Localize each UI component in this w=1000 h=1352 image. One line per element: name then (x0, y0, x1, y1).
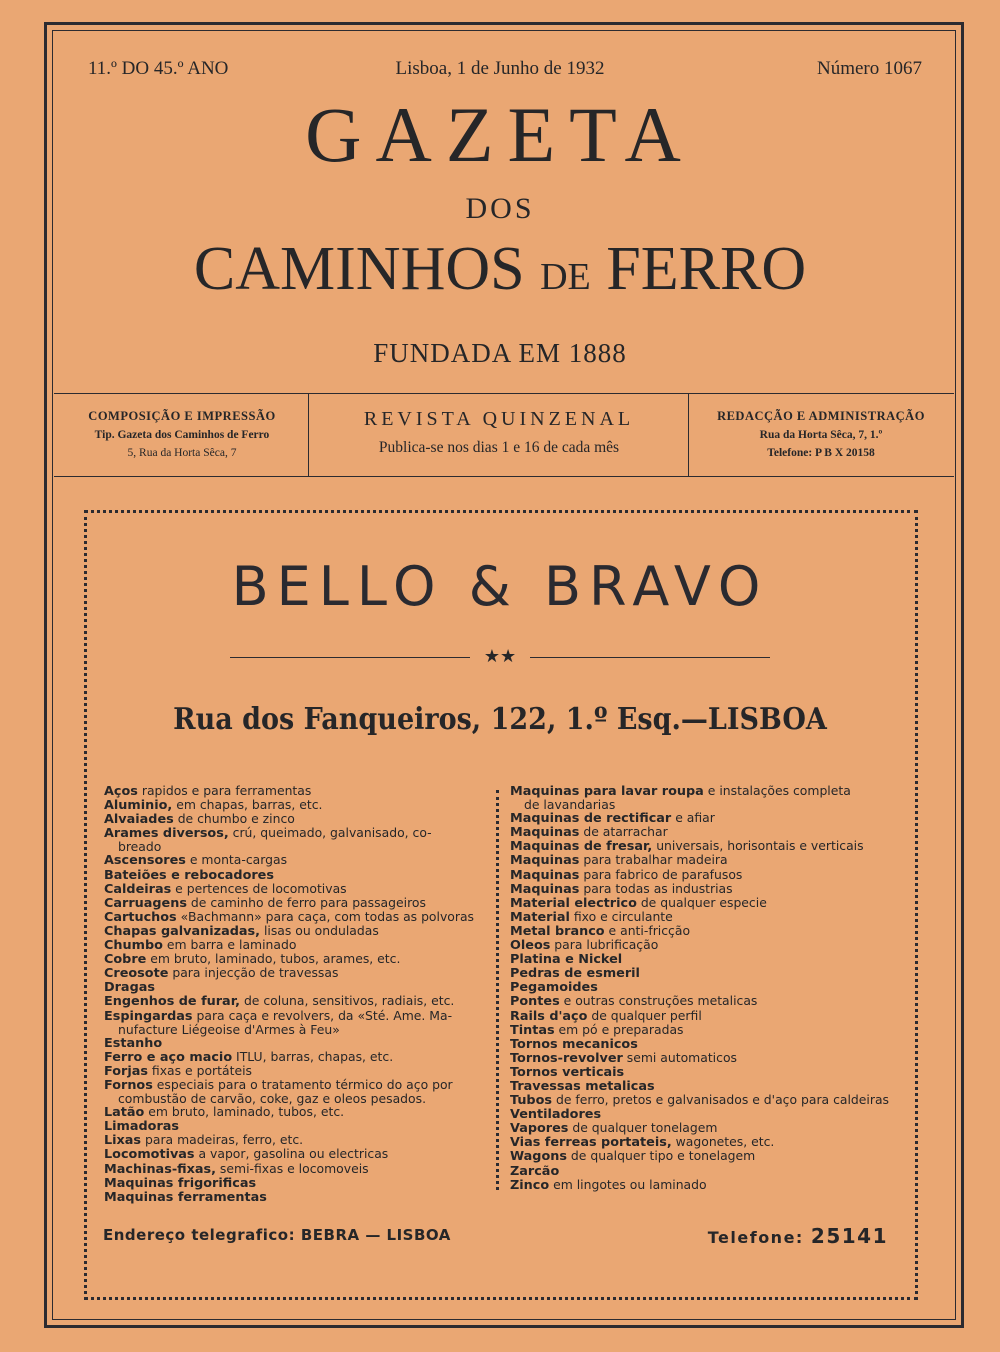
product-item (510, 980, 902, 994)
product-name: Maquinas (510, 881, 580, 897)
product-name: Wagons (510, 1149, 567, 1165)
product-description: em barra e laminado (162, 937, 297, 953)
product-item (104, 952, 496, 966)
product-item (510, 910, 902, 924)
product-description: de coluna, sensitivos, radiais, etc. (240, 993, 455, 1009)
product-item (510, 896, 902, 910)
product-item (104, 812, 496, 826)
product-description: e monta-cargas (185, 852, 288, 868)
admin-title: REDACÇÃO E ADMINISTRAÇÃO (717, 409, 925, 423)
revista-title: REVISTA QUINZENAL (363, 408, 635, 430)
masthead-title-caminhos (0, 235, 1000, 303)
product-name: Cobre (104, 952, 147, 968)
product-item (104, 1078, 496, 1092)
product-name: Pegamoides (510, 980, 598, 996)
product-name: Dragas (104, 980, 155, 996)
product-name: Maquinas (510, 825, 580, 841)
product-description: de qualquer tonelagem (568, 1120, 718, 1136)
telegraph-address: Endereço telegrafico: BEBRA — LISBOA (103, 1226, 451, 1244)
product-name: Metal branco (510, 923, 605, 939)
info-divider-right (688, 394, 689, 476)
product-name: Lixas (104, 1133, 142, 1149)
product-description: e pertences de locomotivas (171, 880, 347, 896)
product-item (104, 1176, 496, 1190)
product-name: Platina e Nickel (510, 952, 623, 968)
info-revista (310, 408, 688, 457)
product-description: para lubrificação (550, 937, 659, 953)
product-description: para injecção de travessas (168, 965, 339, 981)
product-item (510, 784, 902, 798)
product-description: «Bachmann» para caça, com todas as polvoras (176, 908, 475, 924)
product-description: e outras construções metalicas (559, 993, 758, 1009)
product-description: e afiar (671, 810, 715, 826)
product-item (104, 1009, 496, 1023)
telephone-label: Telefone: (707, 1228, 804, 1247)
printing-line2: 5, Rua da Horta Sêca, 7 (127, 447, 237, 459)
product-name: Maquinas de rectificar (510, 811, 672, 827)
product-item (510, 938, 902, 952)
printing-line1: Tip. Gazeta dos Caminhos de Ferro (94, 429, 270, 441)
product-description: crú, queimado, galvanisado, co- (228, 825, 432, 841)
product-item (510, 825, 902, 839)
product-item (510, 839, 902, 853)
product-name: Forjas (104, 1063, 148, 1079)
product-item (510, 1065, 902, 1079)
product-name: Maquinas (510, 853, 580, 869)
product-name: Aços (104, 784, 138, 799)
product-item (104, 1133, 496, 1147)
product-name: Locomotivas (104, 1147, 195, 1163)
product-description: ITLU, barras, chapas, etc. (232, 1048, 394, 1064)
product-item (510, 1093, 902, 1107)
issue-date: Lisboa, 1 de Junho de 1932 (395, 58, 605, 79)
product-description: lisas ou onduladas (260, 922, 379, 938)
product-item (104, 840, 496, 853)
product-name: Limadoras (104, 1119, 180, 1135)
issue-number: Número 1067 (816, 58, 922, 79)
masthead-title-gazeta: GAZETA (305, 91, 695, 178)
product-item (104, 1036, 496, 1050)
product-item (510, 1079, 902, 1093)
product-name: Chumbo (104, 938, 163, 954)
product-item (104, 910, 496, 924)
product-description: em pó e preparadas (554, 1021, 684, 1037)
product-name: Engenhos de furar, (104, 994, 240, 1010)
product-name: Arames diversos, (104, 826, 229, 842)
product-name: Vapores (510, 1121, 569, 1137)
product-item (510, 1135, 902, 1149)
product-name: Ferro e aço macio (104, 1049, 233, 1065)
product-description: para todas as industrias (579, 880, 733, 896)
product-name: Chapas galvanizadas, (104, 923, 261, 939)
product-name: Vias ferreas portateis, (510, 1135, 672, 1151)
product-item (510, 1121, 902, 1135)
admin-line1: Rua da Horta Sêca, 7, 1.º (759, 429, 883, 441)
product-name: Maquinas para lavar roupa (510, 784, 704, 799)
masthead-word-de: DE (540, 256, 591, 298)
info-divider-left (308, 394, 309, 476)
product-item (104, 896, 496, 910)
product-description: universais, horisontais e verticais (652, 838, 864, 854)
product-description: semi automaticos (622, 1049, 737, 1065)
product-item (510, 1178, 902, 1192)
product-name: Tornos-revolver (510, 1050, 623, 1066)
masthead-title-dos: DOS (465, 192, 535, 225)
product-name: Cartuchos (104, 909, 177, 925)
product-item (510, 1023, 902, 1037)
product-description: e anti-fricção (604, 922, 691, 938)
product-description: rapidos e para ferramentas (137, 783, 312, 798)
product-name: Pedras de esmeril (510, 966, 640, 982)
product-description: em chapas, barras, etc. (172, 797, 323, 813)
stars-ornament: ★★ (483, 646, 517, 666)
issue-year: 11.º DO 45.º ANO (88, 58, 229, 79)
product-item (104, 853, 496, 867)
product-name: Creosote (104, 966, 169, 982)
product-description: fixas e portáteis (147, 1062, 252, 1078)
product-description: breado (118, 839, 162, 855)
product-item (104, 938, 496, 952)
product-name: Tintas (510, 1022, 555, 1038)
info-printing (58, 409, 306, 459)
product-name: Maquinas (510, 867, 580, 883)
product-name: Oleos (510, 938, 551, 954)
firm-name: BELLO & BRAVO (231, 555, 769, 618)
product-name: Maquinas de fresar, (510, 839, 653, 855)
product-description: combustão de carvão, coke, gaz e oleos pesados. (118, 1091, 427, 1107)
product-name: Aluminio, (104, 798, 173, 814)
founded-line: FUNDADA EM 1888 (373, 338, 627, 368)
masthead-word-ferro: FERRO (606, 235, 807, 303)
product-item (510, 924, 902, 938)
product-description: para trabalhar madeira (579, 852, 728, 868)
product-item (510, 994, 902, 1008)
product-item (510, 1051, 902, 1065)
product-item (104, 994, 496, 1008)
product-item (104, 826, 496, 840)
product-item (510, 853, 902, 867)
firm-address: Rua dos Fanqueiros, 122, 1.º Esq.—LISBOA (173, 702, 827, 737)
product-description: fixo e circulante (569, 908, 673, 924)
product-item (104, 1023, 496, 1036)
products-left-column (104, 784, 496, 1204)
product-item (510, 1107, 902, 1121)
product-description: em bruto, laminado, tubos, etc. (144, 1104, 345, 1120)
product-name: Tornos mecanicos (510, 1036, 638, 1052)
product-name: Rails d'aço (510, 1008, 588, 1024)
product-name: Carruagens (104, 895, 187, 911)
product-name: Fornos (104, 1077, 153, 1093)
product-description: de chumbo e zinco (173, 811, 295, 827)
product-description: de atarrachar (579, 824, 668, 840)
info-administration (690, 409, 952, 459)
column-divider (496, 790, 499, 1190)
products-right-column (510, 784, 902, 1192)
product-name: Tubos (510, 1093, 553, 1109)
product-item (104, 1050, 496, 1064)
product-name: Material electrico (510, 895, 637, 911)
product-description: e instalações completa (703, 783, 851, 798)
product-item (510, 882, 902, 896)
product-item (104, 1119, 496, 1133)
info-top-rule (54, 393, 954, 394)
product-name: Caldeiras (104, 881, 172, 897)
product-item (104, 924, 496, 938)
product-description: de qualquer perfil (587, 1007, 702, 1023)
product-item (104, 1147, 496, 1161)
product-name: Espingardas (104, 1008, 193, 1024)
product-description: para madeiras, ferro, etc. (141, 1132, 304, 1148)
product-item (104, 1190, 496, 1204)
product-item (104, 980, 496, 994)
telephone (708, 1224, 888, 1248)
product-description: especiais para o tratamento térmico do aço por (152, 1076, 453, 1092)
product-description: de ferro, pretos e galvanisados e d'aço para caldeiras (552, 1092, 890, 1108)
info-bottom-rule (54, 476, 954, 477)
printing-title: COMPOSIÇÃO E IMPRESSÃO (88, 409, 276, 423)
product-item (510, 1037, 902, 1051)
product-item (104, 868, 496, 882)
product-description: wagonetes, etc. (671, 1134, 775, 1150)
product-description: para fabrico de parafusos (579, 866, 743, 882)
admin-line2: Telefone: P B X 20158 (767, 447, 875, 459)
product-name: Ventiladores (510, 1107, 602, 1123)
product-name: Tornos verticais (510, 1064, 625, 1080)
product-name: Maquinas ferramentas (104, 1189, 267, 1205)
product-item (104, 798, 496, 812)
product-item (510, 811, 902, 825)
product-item (510, 966, 902, 980)
product-item (104, 1162, 496, 1176)
product-name: Latão (104, 1105, 145, 1121)
product-description: nufacture Liégeoise d'Armes à Feu» (118, 1021, 340, 1037)
product-item (510, 1164, 902, 1178)
masthead-word-caminhos: CAMINHOS (193, 235, 525, 303)
product-item (104, 882, 496, 896)
product-name: Zarcão (510, 1163, 560, 1179)
product-name: Machinas-fixas, (104, 1161, 216, 1177)
product-name: Maquinas frigorificas (104, 1175, 257, 1191)
product-item (104, 1105, 496, 1119)
product-name: Alvaiades (104, 812, 174, 828)
product-description: em bruto, laminado, tubos, arames, etc. (146, 951, 401, 967)
product-name: Material (510, 909, 570, 925)
product-item (510, 952, 902, 966)
telephone-number: 25141 (810, 1224, 888, 1248)
product-item (510, 868, 902, 882)
product-name: Pontes (510, 994, 560, 1010)
product-description: a vapor, gasolina ou electricas (194, 1146, 389, 1162)
product-name: Zinco (510, 1177, 550, 1193)
product-item (104, 784, 496, 798)
product-item (104, 1064, 496, 1078)
product-description: semi-fixas e locomoveis (215, 1160, 369, 1176)
revista-schedule: Publica-se nos dias 1 e 16 de cada mês (378, 439, 620, 456)
product-description: de qualquer especie (636, 894, 767, 910)
product-item (104, 966, 496, 980)
product-name: Bateiões e rebocadores (104, 867, 274, 883)
product-name: Travessas metalicas (510, 1078, 655, 1094)
product-name: Ascensores (104, 853, 186, 869)
product-description: em lingotes ou laminado (549, 1176, 707, 1192)
product-description: para caça e revolvers, da «Sté. Ame. Ma- (192, 1007, 453, 1023)
product-item (510, 1009, 902, 1023)
product-description: de qualquer tipo e tonelagem (566, 1148, 756, 1164)
product-description: de caminho de ferro para passageiros (186, 894, 426, 910)
product-description: de lavandarias (524, 797, 616, 813)
product-item (510, 1149, 902, 1163)
product-name: Estanho (104, 1035, 163, 1051)
